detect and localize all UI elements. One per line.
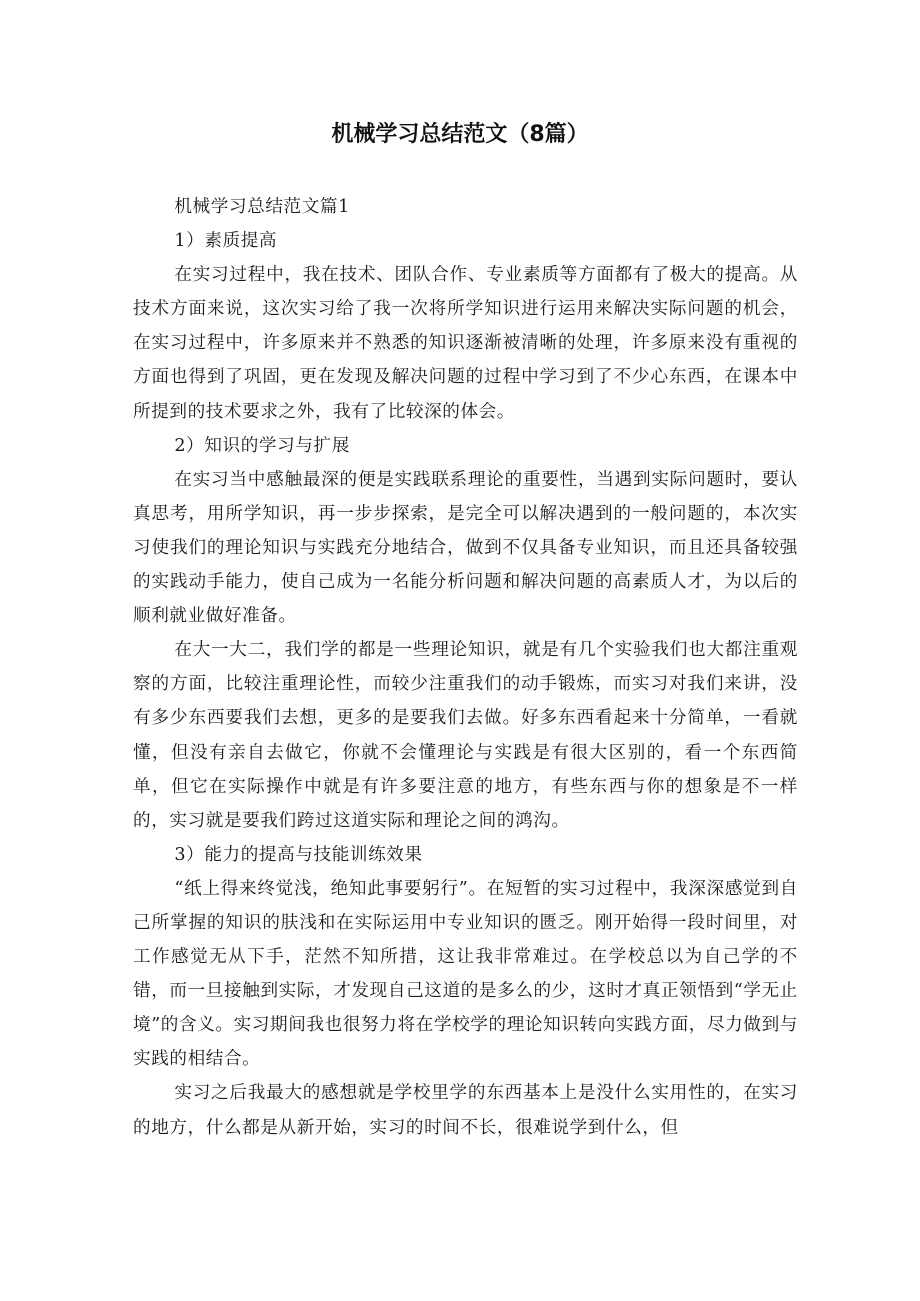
paragraph: “纸上得来终觉浅，绝知此事要躬行”。在短暂的实习过程中，我深深感觉到自己所掌握的知识的肤浅和在实际运用中专业知识的匮乏。刚开始得一段时间里，对工作感觉无从下手，茫然不知所措，这让我非常难过。在学校总以为自己学的不错，而一旦接触到实际，才发现自己这道的是多么的少，这时才真正领悟到“学无止境”的含义。实习期间我也很努力将在学校学的理论知识转向实践方面，尽力做到与实践的相结合。 [133, 878, 798, 1070]
paragraph: 在实习当中感触最深的便是实践联系理论的重要性，当遇到实际问题时，要认真思考，用所学知识，再一步步探索，是完全可以解决遇到的一般问题的，本次实习使我们的理论知识与实践充分地结合，做到不仅具备专业知识，而且还具备较强的实践动手能力，使自己成为一名能分析问题和解决问题的高素质人才，为以后的顺利就业做好准备。 [133, 469, 798, 627]
subsection-heading: 3）能力的提高与技能训练效果 [174, 844, 423, 865]
subsection-heading: 2）知识的学习与扩展 [174, 435, 350, 456]
paragraph: 实习之后我最大的感想就是学校里学的东西基本上是没什么实用性的，在实习的地方，什么都是从新开始，实习的时间不长，很难说学到什么，但 [133, 1083, 798, 1138]
subsection-heading: 1）素质提高 [174, 231, 278, 252]
document-body [133, 190, 798, 1145]
document-title: 机械学习总结范文（8篇） [331, 122, 589, 147]
paragraph: 在实习过程中，我在技术、团队合作、专业素质等方面都有了极大的提高。从技术方面来说，这次实习给了我一次将所学知识进行运用来解决实际问题的机会，在实习过程中，许多原来并不熟悉的知识逐渐被清晰的处理，许多原来没有重视的方面也得到了巩固，更在发现及解决问题的过程中学习到了不少心东西，在课本中所提到的技术要求之外，我有了比较深的体会。 [133, 265, 798, 422]
paragraph: 在大一大二，我们学的都是一些理论知识，就是有几个实验我们也大都注重观察的方面，比较注重理论性，而较少注重我们的动手锻炼，而实习对我们来讲，没有多少东西要我们去想，更多的是要我们去做。好多东西看起来十分简单，一看就懂，但没有亲自去做它，你就不会懂理论与实践是有很大区别的，看一个东西简单，但它在实际操作中就是有许多要注意的地方，有些东西与你的想象是不一样的，实习就是要我们跨过这道实际和理论之间的鸿沟。 [133, 640, 798, 831]
section-heading: 机械学习总结范文篇1 [174, 197, 350, 217]
